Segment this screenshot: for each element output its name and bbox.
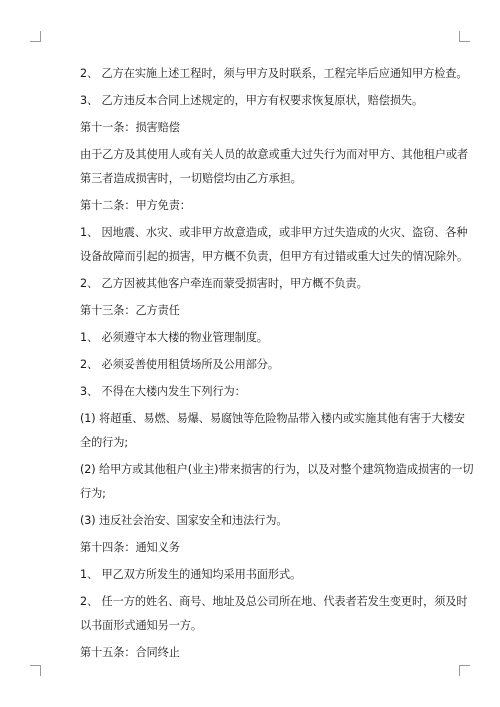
text-line: 行为; — [80, 487, 106, 500]
crop-mark-bottom-left — [30, 665, 41, 676]
crop-mark-top-left — [30, 31, 41, 42]
text-line: (3) 违反社会治安、国家安全和违法行为。 — [80, 514, 288, 527]
section-heading: 第十三条：乙方责任 — [80, 304, 180, 317]
text-line: 3、 乙方违反本合同上述规定的，甲方有权要求恢复原状，赔偿损失。 — [80, 94, 424, 107]
text-line: 1、 必须遵守本大楼的物业管理制度。 — [80, 331, 268, 344]
crop-mark-bottom-right — [459, 665, 470, 676]
document-body — [80, 66, 474, 672]
text-line: 2、 任一方的姓名、商号、地址及总公司所在地、代表者若发生变更时，须及时 — [80, 595, 468, 608]
text-line: 1、 甲乙双方所发生的通知均采用书面形式。 — [80, 568, 302, 581]
text-line: (1) 将超重、易燃、易爆、易腐蚀等危险物品带入楼内或实施其他有害于大楼安 — [80, 412, 465, 425]
text-line: 以书面形式通知另一方。 — [80, 619, 202, 632]
text-line: 由于乙方及其使用人或有关人员的故意或重大过失行为而对甲方、其他租户或者 — [80, 148, 469, 161]
section-heading: 第十四条：通知义务 — [80, 541, 180, 554]
text-line: 2、 乙方在实施上述工程时，须与甲方及时联系，工程完毕后应通知甲方检查。 — [80, 67, 468, 80]
text-line: 2、 乙方因被其他客户牵连而蒙受损害时，甲方概不负责。 — [80, 277, 368, 290]
section-heading: 第十一条：损害赔偿 — [80, 121, 180, 134]
text-line: 设备故障而引起的损害，甲方概不负责，但甲方有过错或重大过失的情况除外。 — [80, 250, 469, 263]
text-line: 3、 不得在大楼内发生下列行为： — [80, 385, 246, 398]
text-line: 第三者造成损害时，一切赔偿均由乙方承担。 — [80, 172, 302, 185]
text-line: (2) 给甲方或其他租户(业主)带来损害的行为，以及对整个建筑物造成损害的一切 — [80, 463, 474, 476]
section-heading: 第十二条：甲方免责： — [80, 199, 191, 212]
section-heading: 第十五条：合同终止 — [80, 646, 180, 659]
crop-mark-top-right — [459, 31, 470, 42]
text-line: 全的行为; — [80, 436, 129, 449]
text-line: 1、 因地震、水灾、或非甲方故意造成，或非甲方过失造成的火灾、盗窃、各种 — [80, 226, 468, 239]
text-line: 2、 必须妥善使用租赁场所及公用部分。 — [80, 358, 279, 371]
